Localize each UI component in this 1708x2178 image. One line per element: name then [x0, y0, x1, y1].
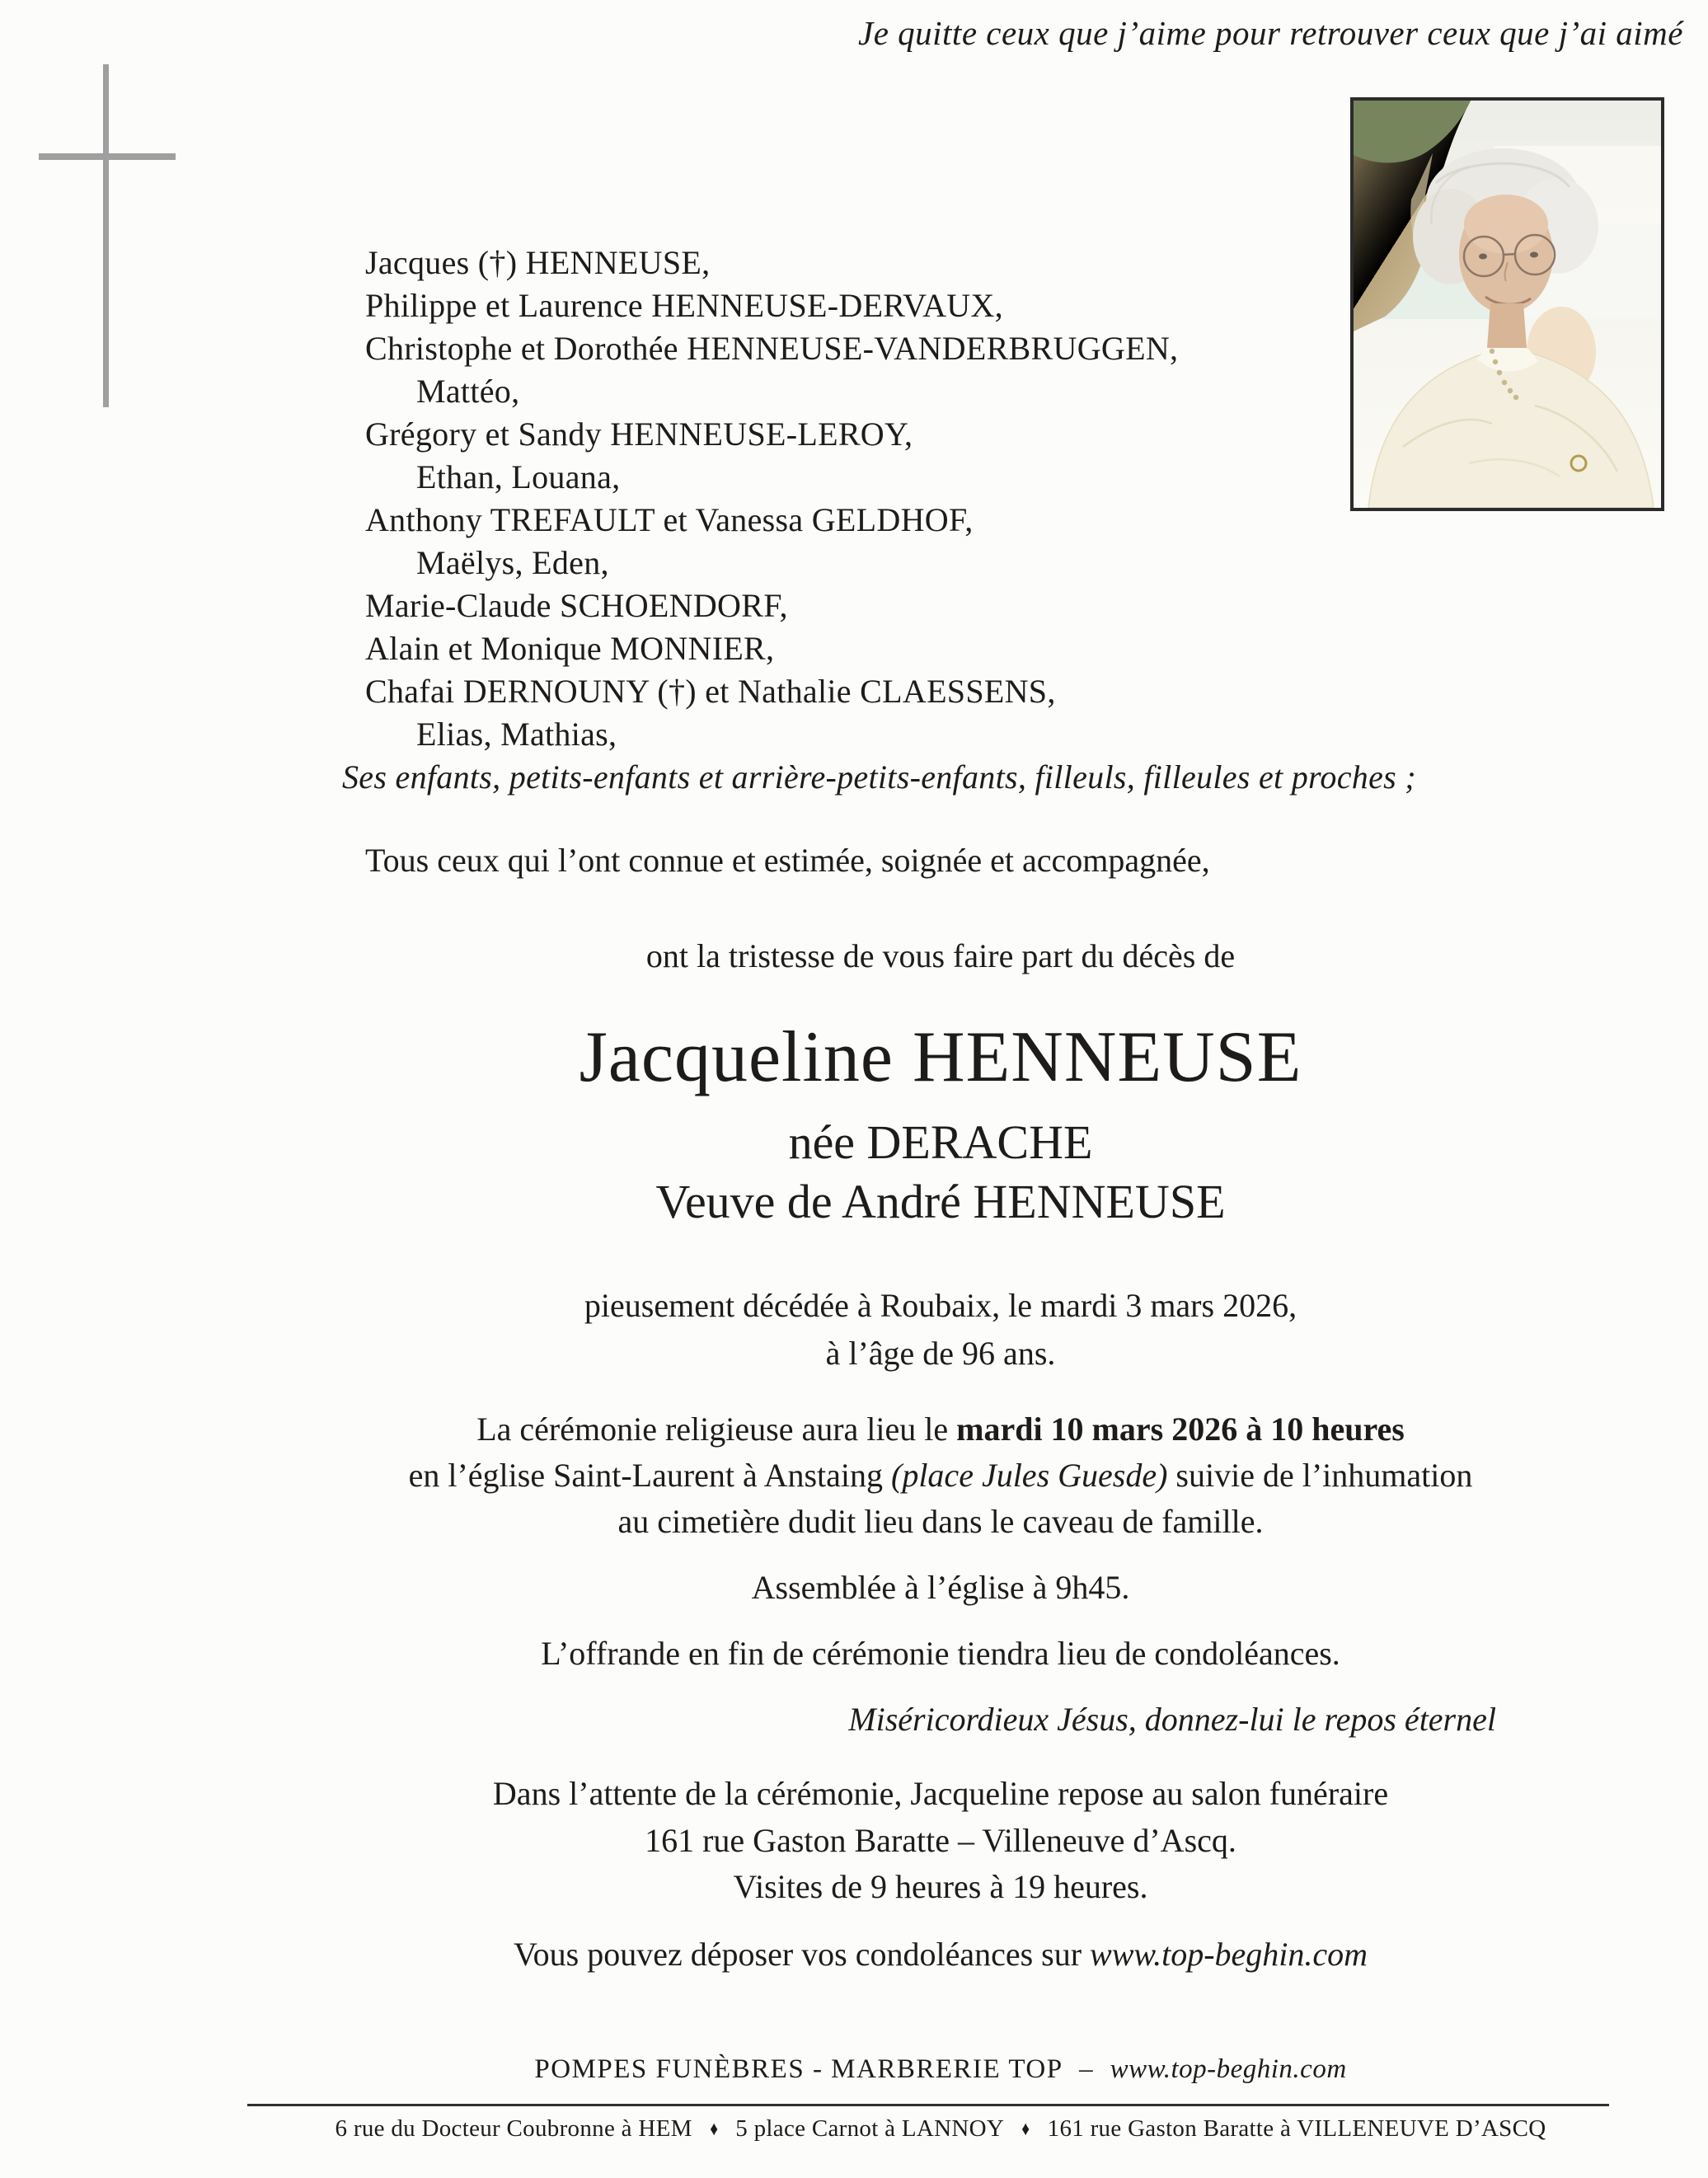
diamond-separator-icon: ♦	[1021, 2119, 1030, 2140]
assembly-line: Assemblée à l’église à 9h45.	[751, 1569, 1130, 1606]
ceremony-line-1-text: La cérémonie religieuse aura lieu le	[476, 1411, 957, 1448]
death-place-date: pieusement décédée à Roubaix, le mardi 3 mars 2026,	[584, 1287, 1297, 1324]
repose-line-1: Dans l’attente de la cérémonie, Jacqueline repose au salon funéraire	[492, 1775, 1389, 1812]
ceremony-church: en l’église Saint-Laurent à Anstaing	[408, 1457, 891, 1494]
footer-address: 161 rue Gaston Baratte à VILLENEUVE D’ASCQ	[1047, 2115, 1546, 2142]
family-name-line: Philippe et Laurence HENNEUSE-DERVAUX,	[365, 287, 1003, 324]
intro-line-1: Tous ceux qui l’ont connue et estimée, soignée et accompagnée,	[365, 842, 1210, 879]
ceremony-church-address: (place Jules Guesde)	[891, 1457, 1168, 1494]
footer-website: www.top-beghin.com	[1110, 2054, 1347, 2084]
deceased-maiden-name: née DERACHE	[788, 1115, 1093, 1169]
epigraph-quote: Je quitte ceux que j’aime pour retrouver ceux que j’ai aimé	[858, 14, 1683, 52]
family-name-line: Maëlys, Eden,	[416, 544, 609, 581]
family-name-line: Alain et Monique MONNIER,	[365, 630, 775, 667]
footer-company-line	[173, 2054, 1708, 2085]
ceremony-date-time: mardi 10 mars 2026 à 10 heures	[956, 1411, 1405, 1448]
footer-dash: –	[1079, 2054, 1095, 2084]
footer-address: 6 rue du Docteur Coubronne à HEM	[335, 2115, 692, 2142]
condolences-line	[173, 1935, 1708, 1974]
cross-horizontal-bar	[39, 153, 176, 160]
family-name-line: Christophe et Dorothée HENNEUSE-VANDERBRUGGEN,	[365, 330, 1179, 367]
family-name-line: Ethan, Louana,	[416, 458, 621, 495]
family-name-line: Grégory et Sandy HENNEUSE-LEROY,	[365, 415, 913, 453]
condolences-url: www.top-beghin.com	[1090, 1936, 1368, 1973]
offering-line: L’offrande en fin de cérémonie tiendra lieu de condoléances.	[541, 1635, 1340, 1672]
footer-address: 5 place Carnot à LANNOY	[735, 2115, 1005, 2142]
cross-vertical-bar	[103, 64, 109, 407]
family-names-block	[342, 242, 1416, 799]
death-age: à l’âge de 96 ans.	[825, 1335, 1056, 1372]
condolences-text: Vous pouvez déposer vos condoléances sur	[513, 1936, 1091, 1973]
deceased-widow-line: Veuve de André HENNEUSE	[655, 1175, 1226, 1228]
family-name-line: Anthony TREFAULT et Vanessa GELDHOF,	[365, 501, 974, 538]
footer-company-name: POMPES FUNÈBRES - MARBRERIE TOP	[534, 2054, 1063, 2084]
family-name-line: Marie-Claude SCHOENDORF,	[365, 587, 788, 624]
family-name-line: Jacques (†) HENNEUSE,	[365, 244, 711, 281]
prayer-line: Miséricordieux Jésus, donnez-lui le repos éternel	[848, 1701, 1496, 1738]
family-name-line: Chafai DERNOUNY (†) et Nathalie CLAESSENS,	[365, 673, 1056, 710]
family-name-line: Elias, Mathias,	[416, 716, 617, 753]
family-names-list	[365, 242, 1416, 756]
footer-addresses-line	[173, 2115, 1708, 2143]
repose-visits: Visites de 9 heures à 19 heures.	[733, 1868, 1148, 1905]
repose-address: 161 rue Gaston Baratte – Villeneuve d’Ascq.	[645, 1822, 1236, 1859]
ceremony-line-2	[173, 1456, 1708, 1495]
family-closing-line: Ses enfants, petits-enfants et arrière-petits-enfants, filleuls, filleules et proches ;	[342, 758, 1416, 796]
footer-divider	[247, 2104, 1609, 2106]
deceased-name: Jacqueline HENNEUSE	[579, 1017, 1302, 1097]
ceremony-line-3: au cimetière dudit lieu dans le caveau de famille.	[617, 1503, 1264, 1540]
family-name-line: Mattéo,	[416, 373, 520, 410]
ceremony-line-1	[173, 1410, 1708, 1448]
intro-line-2: ont la tristesse de vous faire part du décès de	[645, 937, 1236, 974]
ceremony-burial: suivie de l’inhumation	[1167, 1457, 1473, 1494]
diamond-separator-icon: ♦	[709, 2119, 719, 2140]
